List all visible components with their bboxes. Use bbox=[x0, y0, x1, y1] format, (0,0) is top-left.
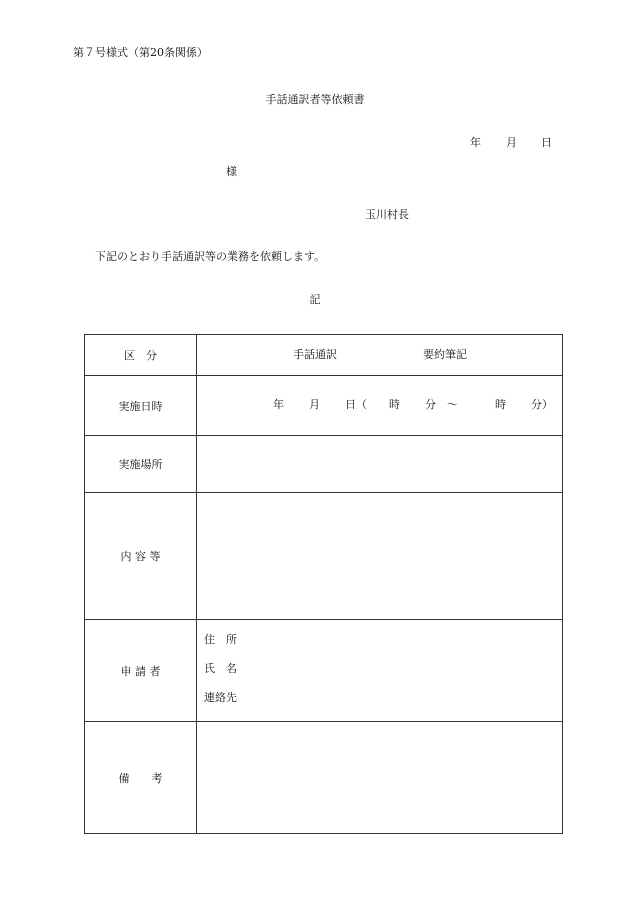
datetime-minute-start: 分 bbox=[425, 398, 436, 411]
datetime-month: 月 bbox=[309, 398, 320, 411]
applicant-label: 申 請 者 bbox=[85, 620, 197, 722]
datetime-row bbox=[85, 376, 563, 436]
datetime-hour-end: 時 bbox=[495, 398, 506, 411]
date-day-label: 日 bbox=[541, 136, 552, 149]
applicant-cell[interactable] bbox=[197, 620, 563, 722]
place-label: 実施場所 bbox=[85, 436, 197, 493]
applicant-row bbox=[85, 620, 563, 722]
ki-heading: 記 bbox=[309, 293, 321, 306]
applicant-name-label: 氏 名 bbox=[204, 662, 237, 675]
place-row bbox=[85, 436, 563, 493]
content-label: 内 容 等 bbox=[85, 493, 197, 620]
content-row bbox=[85, 493, 563, 620]
remarks-field[interactable] bbox=[197, 722, 563, 834]
request-form-table bbox=[84, 334, 563, 834]
date-month-label: 月 bbox=[506, 136, 517, 149]
applicant-contact-label: 連絡先 bbox=[204, 691, 237, 704]
request-sentence: 下記のとおり手話通訳等の業務を依頼します。 bbox=[95, 250, 326, 263]
date-year-label: 年 bbox=[470, 136, 481, 149]
datetime-hour-start: 時 bbox=[389, 398, 400, 411]
category-option-sign-language[interactable]: 手話通訳 bbox=[293, 348, 337, 361]
category-row bbox=[85, 335, 563, 376]
datetime-cell[interactable] bbox=[197, 376, 563, 436]
datetime-tilde: ～ bbox=[447, 398, 458, 411]
place-field[interactable] bbox=[197, 436, 563, 493]
remarks-label: 備 考 bbox=[85, 722, 197, 834]
remarks-row bbox=[85, 722, 563, 834]
datetime-label: 実施日時 bbox=[85, 376, 197, 436]
applicant-address-label: 住 所 bbox=[204, 633, 237, 646]
content-field[interactable] bbox=[197, 493, 563, 620]
category-option-summary-writing[interactable]: 要約筆記 bbox=[423, 348, 467, 361]
datetime-minute-end-close: 分） bbox=[531, 398, 553, 411]
document-title: 手話通訳者等依頼書 bbox=[265, 93, 365, 106]
datetime-year: 年 bbox=[273, 398, 284, 411]
sender-name: 玉川村長 bbox=[365, 208, 409, 221]
category-label: 区 分 bbox=[85, 335, 197, 376]
category-cell[interactable] bbox=[197, 335, 563, 376]
datetime-day-open: 日（ bbox=[345, 398, 367, 411]
addressee-suffix: 様 bbox=[226, 165, 237, 178]
form-number: 第７号様式（第20条関係） bbox=[73, 46, 208, 59]
